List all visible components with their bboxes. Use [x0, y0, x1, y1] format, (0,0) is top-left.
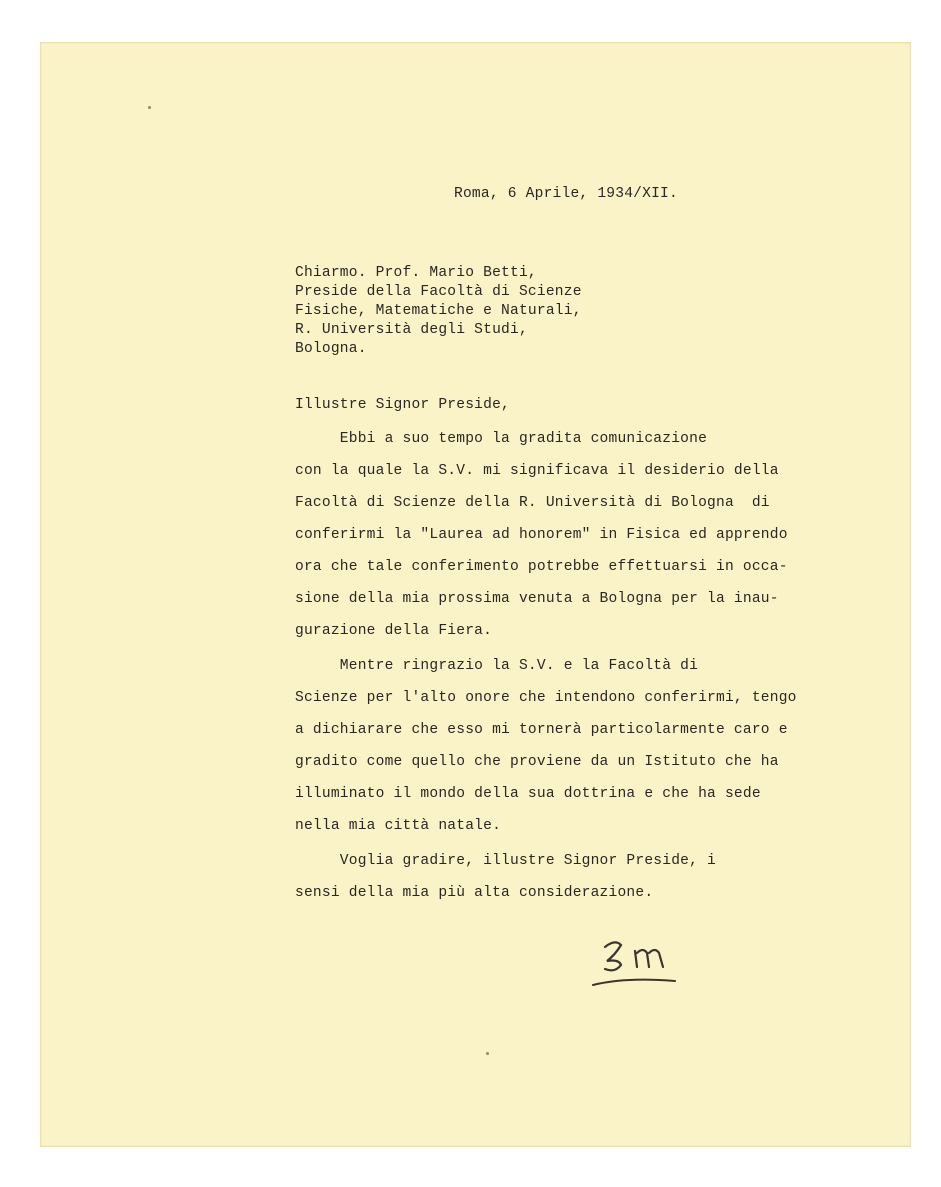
handwritten-signature [585, 937, 695, 997]
salutation: Illustre Signor Preside, [295, 397, 510, 413]
address-line-3: Fisiche, Matematiche e Naturali, [295, 303, 582, 319]
paper-speck [486, 1052, 489, 1055]
body-line-12: illuminato il mondo della sua dottrina e che ha sede [295, 786, 761, 802]
body-line-1: Ebbi a suo tempo la gradita comunicazione [295, 431, 708, 447]
letter-sheet [40, 42, 911, 1147]
body-line-14: Voglia gradire, illustre Signor Preside, i [295, 853, 717, 869]
letter-date: Roma, 6 Aprile, 1934/XII. [454, 186, 678, 202]
body-line-11: gradito come quello che proviene da un Istituto che ha [295, 754, 779, 770]
body-line-13: nella mia città natale. [295, 818, 502, 834]
body-line-6: sione della mia prossima venuta a Bologna per la inau- [295, 591, 779, 607]
body-line-15: sensi della mia più alta considerazione. [295, 885, 654, 901]
body-line-3: Facoltà di Scienze della R. Università di Bologna di [295, 495, 770, 511]
body-line-2: con la quale la S.V. mi significava il desiderio della [295, 463, 779, 479]
address-line-1: Chiarmo. Prof. Mario Betti, [295, 265, 537, 281]
body-line-10: a dichiarare che esso mi tornerà particolarmente caro e [295, 722, 788, 738]
paper-speck [148, 106, 151, 109]
body-line-4: conferirmi la "Laurea ad honorem" in Fisica ed apprendo [295, 527, 788, 543]
address-line-2: Preside della Facoltà di Scienze [295, 284, 582, 300]
address-line-5: Bologna. [295, 341, 367, 357]
body-line-9: Scienze per l'alto onore che intendono conferirmi, tengo [295, 690, 797, 706]
address-line-4: R. Università degli Studi, [295, 322, 528, 338]
letter-body [40, 42, 911, 1147]
body-line-8: Mentre ringrazio la S.V. e la Facoltà di [295, 658, 699, 674]
body-line-7: gurazione della Fiera. [295, 623, 493, 639]
body-line-5: ora che tale conferimento potrebbe effettuarsi in occa- [295, 559, 788, 575]
